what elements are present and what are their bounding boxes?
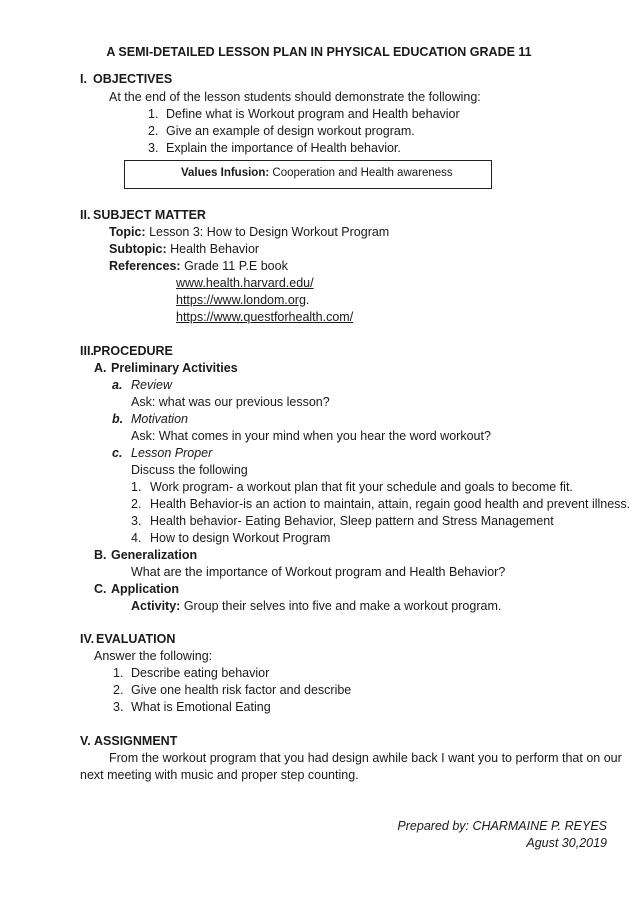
reference-link[interactable]: www.health.harvard.edu/ <box>176 276 314 290</box>
review-text: Ask: what was our previous lesson? <box>131 395 330 409</box>
objective-number: 3. <box>148 141 159 155</box>
motivation-line <box>131 428 491 444</box>
evaluation-item-text: What is Emotional Eating <box>131 700 271 714</box>
objective-text: Define what is Workout program and Health behavior <box>166 107 460 121</box>
objectives-heading-number: I. <box>80 72 87 86</box>
prepared-date: Agust 30,2019 <box>526 836 607 850</box>
references-label: References: <box>109 259 181 273</box>
evaluation-heading-number: IV. <box>80 632 95 646</box>
reference-link[interactable]: https://www.questforhealth.com/ <box>176 310 354 324</box>
activity-label: Activity: <box>131 599 181 613</box>
subtopic-value: Health Behavior <box>170 242 260 256</box>
generalization-text: What are the importance of Workout program and Health Behavior? <box>131 565 506 579</box>
assignment-heading-number: V. <box>80 734 91 748</box>
application-title: Application <box>111 582 180 596</box>
motivation-label: Ask: <box>131 429 156 443</box>
evaluation-item-number: 1. <box>113 666 124 680</box>
lesson-proper-title: Lesson Proper <box>131 446 213 460</box>
evaluation-item-number: 3. <box>113 700 124 714</box>
reference-link-row <box>176 292 309 308</box>
subtopic-line <box>109 241 259 257</box>
reference-link-suffix: . <box>305 293 310 307</box>
evaluation-heading: EVALUATION <box>96 632 176 646</box>
reference-link[interactable]: https://www.londom.org <box>176 293 306 307</box>
lesson-item-number: 1. <box>131 480 142 494</box>
motivation-letter: b. <box>112 412 124 426</box>
topic-line <box>109 224 389 240</box>
subject-matter-heading-number: II. <box>80 208 91 222</box>
application-activity <box>131 598 501 614</box>
lesson-item-text: Health Behavior-is an action to maintain, attain, regain good health and prevent illness. <box>150 497 631 511</box>
topic-value: Lesson 3: How to Design Workout Program <box>149 225 390 239</box>
prepared-by: Prepared by: CHARMAINE P. REYES <box>397 819 607 833</box>
assignment-text-line-2: next meeting with music and proper step counting. <box>80 768 359 782</box>
objective-text: Give an example of design workout program. <box>166 124 415 138</box>
values-infusion-text: Cooperation and Health awareness <box>272 167 453 179</box>
generalization-title: Generalization <box>111 548 198 562</box>
objective-number: 1. <box>148 107 159 121</box>
objectives-heading: OBJECTIVES <box>93 72 173 86</box>
application-number: C. <box>94 582 107 596</box>
values-infusion <box>181 165 453 181</box>
procedure-heading: PROCEDURE <box>93 344 173 358</box>
document-title: A SEMI-DETAILED LESSON PLAN IN PHYSICAL EDUCATION GRADE 11 <box>106 45 532 59</box>
lesson-proper-letter: c. <box>112 446 123 460</box>
lesson-item-number: 2. <box>131 497 142 511</box>
assignment-text-line-1: From the workout program that you had design awhile back I want you to perform that on our <box>109 751 622 765</box>
objective-number: 2. <box>148 124 159 138</box>
subtopic-label: Subtopic: <box>109 242 167 256</box>
lesson-item-text: Health behavior- Eating Behavior, Sleep pattern and Stress Management <box>150 514 554 528</box>
motivation-text: What comes in your mind when you hear the word workout? <box>158 429 491 443</box>
values-infusion-label: Values Infusion: <box>181 167 270 179</box>
assignment-heading: ASSIGNMENT <box>94 734 178 748</box>
references-value: Grade 11 P.E book <box>184 259 288 273</box>
generalization-number: B. <box>94 548 107 562</box>
objective-text: Explain the importance of Health behavior. <box>166 141 401 155</box>
review-letter: a. <box>112 378 123 392</box>
lesson-item-text: How to design Workout Program <box>150 531 331 545</box>
review-title: Review <box>131 378 172 392</box>
evaluation-item-number: 2. <box>113 683 124 697</box>
subject-matter-heading: SUBJECT MATTER <box>93 208 206 222</box>
lesson-item-number: 4. <box>131 531 142 545</box>
lesson-item-text: Work program- a workout plan that fit your schedule and goals to become fit. <box>150 480 573 494</box>
activity-text: Group their selves into five and make a workout program. <box>183 599 502 613</box>
procedure-heading-number: III. <box>80 344 94 358</box>
references-line <box>109 258 288 274</box>
evaluation-intro: Answer the following: <box>94 649 213 663</box>
motivation-title: Motivation <box>131 412 188 426</box>
lesson-proper-intro: Discuss the following <box>131 463 248 477</box>
evaluation-item-text: Describe eating behavior <box>131 666 270 680</box>
evaluation-item-text: Give one health risk factor and describe <box>131 683 352 697</box>
topic-label: Topic: <box>109 225 146 239</box>
objectives-intro: At the end of the lesson students should demonstrate the following: <box>109 90 481 104</box>
preliminary-number: A. <box>94 361 107 375</box>
lesson-item-number: 3. <box>131 514 142 528</box>
preliminary-title: Preliminary Activities <box>111 361 238 375</box>
